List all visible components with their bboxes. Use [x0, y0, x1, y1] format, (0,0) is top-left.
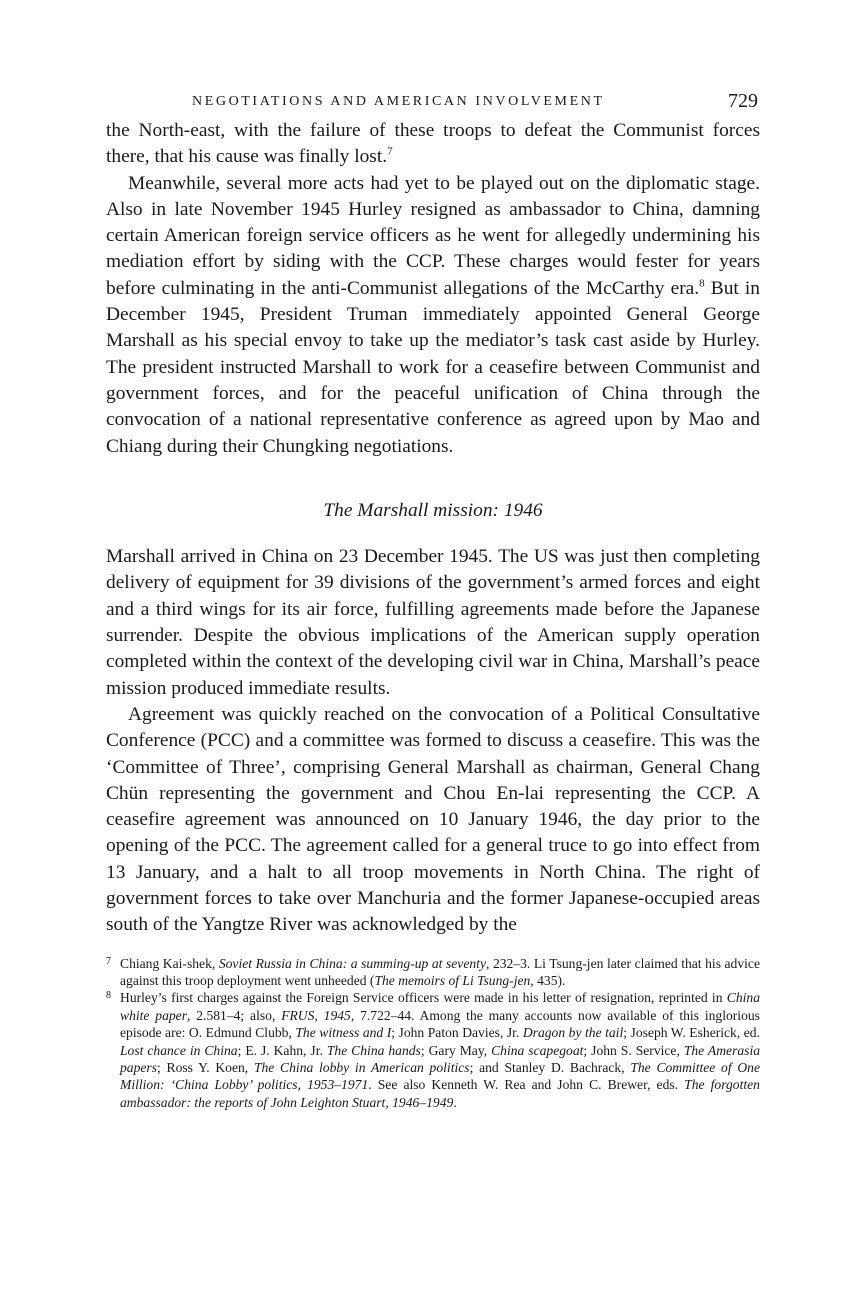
footnote-title: China scapegoat [491, 1042, 584, 1058]
paragraph-4: Agreement was quickly reached on the convocation of a Political Consultative Conference (PCC) and a committee was formed to discuss a ceasefire. This was the ‘Committee of Three’, comprising General Marshall as chairman, General Chang Chün representing the government and Chou En-lai representing the CCP. A ceasefire agreement was announced on 10 January 1946, the day prior to the opening of the PCC. The agreement called for a general truce to go into effect from 13 January, and a halt to all troop movements in North China. The right of government forces to take over Manchuria and the former Japanese-occupied areas south of the Yangtze River was acknowledged by the [106, 703, 760, 936]
paragraph-text: But in December 1945, President Truman immediately appointed General George Marshall as his special envoy to take up the mediator’s task cast aside by Hurley. The president instructed Marshall to work for a ceasefire between Communist and government forces, and for the peaceful unification of China through the convocation of a national representative conference as agreed upon by Mao and Chiang during their Chungking negotiations. [106, 277, 760, 457]
footnote-title: The Amerasia papers [120, 1042, 761, 1076]
footnote-text: , 2.581–4; also, [187, 1007, 282, 1023]
footnotes [106, 955, 760, 1112]
footnote-text: , 7.722–44. Among the many accounts now available of this inglorious episode are: O. Edmund Clubb, [120, 1007, 760, 1041]
footnote-text: ; Joseph W. Esherick, ed. [623, 1025, 760, 1041]
footnote-text: , 435). [530, 973, 566, 989]
footnote-title: The China lobby in American politics [253, 1060, 470, 1076]
book-page [106, 88, 760, 1111]
footnote-title: FRUS, 1945 [281, 1007, 351, 1023]
footnote-text: ; John S. Service, [583, 1042, 684, 1058]
footnote-title: Lost chance in China [120, 1042, 238, 1058]
footnote-body [120, 989, 760, 1111]
paragraph-3: Marshall arrived in China on 23 December 1945. The US was just then completing delivery of equipment for 39 divisions of the government’s armed forces and eight and a third wings for its air force, fulfilling agreements made before the Japanese surrender. Despite the obvious implications of the American supply operation completed within the context of the developing civil war in China, Marshall’s peace mission produced immediate results. [106, 546, 760, 699]
footnote-text: , 232–3. Li Tsung-jen later claimed that his advice against this troop deployment went unheeded ( [120, 955, 760, 989]
footnote-text: ; and Stanley D. Bachrack, [469, 1060, 631, 1076]
footnote-8 [106, 989, 760, 1111]
footnote-7 [106, 955, 760, 990]
footnote-title: The memoirs of Li Tsung-jen [374, 973, 531, 989]
footnote-title: The Committee of One Million: ‘China Lobby’ politics, 1953–1971 [120, 1060, 761, 1093]
footnote-title: Dragon by the tail [522, 1025, 624, 1041]
footnote-text: ; Gary May, [420, 1042, 492, 1058]
section-heading: The Marshall mission: 1946 [323, 499, 543, 521]
footnote-title: The China hands [326, 1042, 421, 1058]
footnote-text: Chiang Kai-shek, [120, 955, 219, 971]
footnote-title: China white paper [120, 990, 760, 1023]
footnote-text: ; E. J. Kahn, Jr. [237, 1042, 327, 1058]
paragraph-text: Meanwhile, several more acts had yet to be played out on the diplomatic stage. Also in late November 1945 Hurley resigned as ambassador to China, damning certain American foreign service officers as he went for allegedly undermining his mediation effort by siding with the CCP. These charges would fester for years before culminating in the anti-Communist allegations of the McCarthy era. [106, 172, 760, 299]
main-text [106, 118, 760, 939]
footnote-text: . [453, 1094, 457, 1110]
footnote-body [120, 955, 760, 990]
paragraph-2 [106, 171, 760, 460]
footnote-number: 8 [106, 990, 111, 1002]
footnote-title: Soviet Russia in China: a summing-up at seventy [218, 955, 486, 971]
footnote-title: The forgotten ambassador: the reports of John Leighton Stuart, 1946–1949 [120, 1077, 760, 1110]
footnote-title: The witness and I [295, 1025, 392, 1041]
running-head-title: NEGOTIATIONS AND AMERICAN INVOLVEMENT [192, 94, 605, 109]
page-number: 729 [728, 90, 758, 112]
footnote-text: . See also Kenneth W. Rea and John C. Brewer, eds. [368, 1077, 685, 1093]
paragraph-text: the North-east, with the failure of these troops to defeat the Communist forces there, that his cause was finally lost. [106, 120, 760, 168]
footnote-ref-8[interactable]: 8 [699, 277, 705, 290]
footnote-text: ; Ross Y. Koen, [157, 1060, 254, 1076]
paragraph-1 [106, 118, 760, 171]
footnote-text: Hurley’s first charges against the Foreign Service officers were made in his letter of resignation, reprinted in [120, 990, 727, 1006]
footnote-text: ; John Paton Davies, Jr. [391, 1025, 523, 1041]
running-head [106, 88, 760, 118]
footnote-number: 7 [106, 955, 111, 967]
footnote-ref-7[interactable]: 7 [387, 145, 393, 158]
